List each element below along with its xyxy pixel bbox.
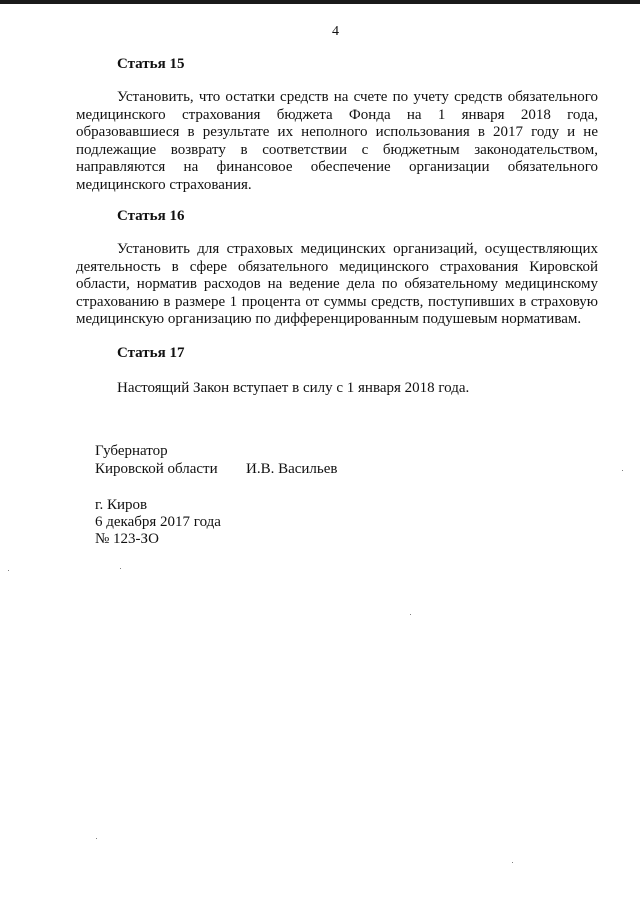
signatory-name: И.В. Васильев	[246, 461, 338, 477]
footer-date: 6 декабря 2017 года	[95, 514, 221, 530]
article-15-heading: Статья 15	[117, 56, 185, 72]
article-16-heading: Статья 16	[117, 208, 185, 224]
scan-speck	[120, 568, 121, 569]
scan-speck	[622, 470, 623, 471]
scan-speck	[8, 570, 9, 571]
footer-city: г. Киров	[95, 497, 148, 513]
footer-law-number: № 123-ЗО	[95, 531, 159, 547]
signatory-title-line1: Губернатор	[95, 443, 168, 459]
article-15-text: Установить, что остатки средств на счете по учету средств обязательного медицинского страхования бюджета Фонда на 1 января 2018 года, образовавшиеся в результате их неполного использования в 2017 году и не подлежащие возврату в соответствии с бюджетным законодательством, направляются на финансовое обеспечение организации обязательного медицинского страхования.	[76, 89, 598, 193]
top-scan-border	[0, 0, 640, 4]
article-17-text: Настоящий Закон вступает в силу с 1 января 2018 года.	[117, 380, 470, 396]
scan-speck	[96, 838, 97, 839]
signatory-title-line2: Кировской области	[95, 461, 218, 477]
scan-speck	[410, 614, 411, 615]
scan-speck	[512, 862, 513, 863]
article-17-heading: Статья 17	[117, 345, 185, 361]
article-16-text: Установить для страховых медицинских организаций, осуществляющих деятельность в сфере обязательного медицинского страхования Кировской области, норматив расходов на ведение дела по обязательному медицинскому страхованию в размере 1 процента от суммы средств, поступивших в страховую медицинскую организацию по дифференцированным подушевым нормативам.	[76, 241, 598, 328]
page-number: 4	[332, 24, 339, 39]
